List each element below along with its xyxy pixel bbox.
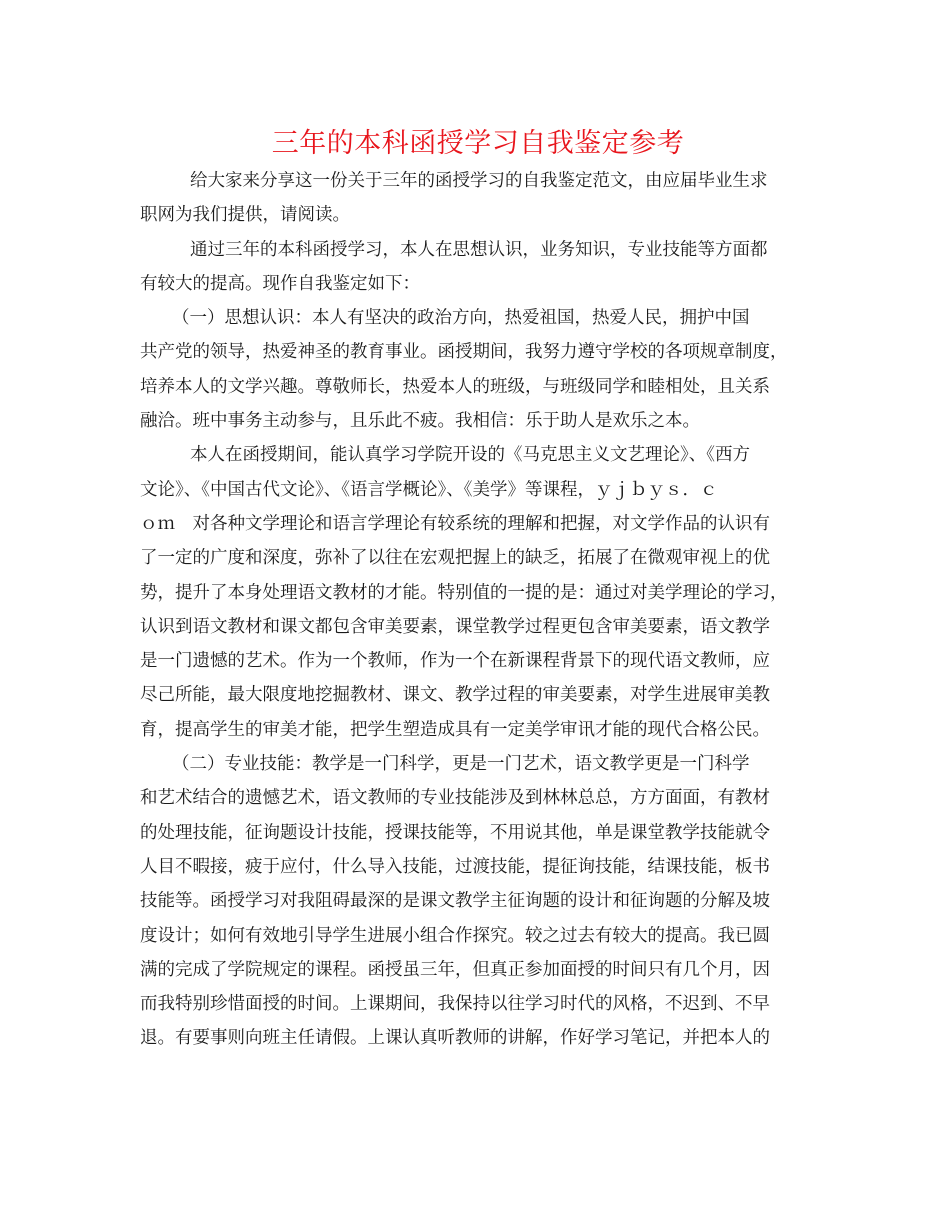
document-body <box>140 164 816 1056</box>
paragraph-ideology: （一）思想认识：本人有坚决的政治方向，热爱祖国，热爱人民，拥护中国 共产党的领导，热爱神圣的教育事业。函授期间，我努力遵守学校的各项规章制度， 培养本人的文学兴趣。尊敬师长，热爱本人的班级，与班级同学和睦相处，且关系 融洽。班中事务主动参与，且乐此不疲。我相信：乐于助人是欢乐之本。 <box>140 308 788 432</box>
paragraph-courses: 本人在函授期间，能认真学习学院开设的《马克思主义文艺理论》、《西方 文论》、《中国古代文论》、《语言学概论》、《美学》等课程，ｙｊｂｙｓ．ｃ ｏｍ 对各种文学理论和语言学理论有较系统的理解和把握，对文学作品的认识有 了一定的广度和深度，弥补了以往在宏观把握上的缺乏，拓展了在微观审视上的优 势，提升了本身处理语文教材的才能。特别值的一提的是：通过对美学理论的学习， 认识到语文教材和课文都包含审美要素，课堂教学过程更包含审美要素，语文教学 是一门遗憾的艺术。作为一个教师，作为一个在新课程背景下的现代语文教师，应 尽己所能，最大限度地挖掘教材、课文、教学过程的审美要素，对学生进展审美教 育，提高学生的审美才能，把学生塑造成具有一定美学审讯才能的现代合格公民。 <box>140 445 788 740</box>
document-title: 三年的本科函授学习自我鉴定参考 <box>271 128 685 159</box>
paragraph-overview: 通过三年的本科函授学习，本人在思想认识，业务知识，专业技能等方面都 有较大的提高。现作自我鉴定如下： <box>140 239 768 294</box>
paragraph-skills: （二）专业技能：教学是一门科学，更是一门艺术，语文教学更是一门科学 和艺术结合的遗憾艺术，语文教师的专业技能涉及到林林总总，方方面面，有教材 的处理技能，征询题设计技能，授课技能等，不用说其他，单是课堂教学技能就令 人目不暇接，疲于应付，什么导入技能，过渡技能，提征询技能，结课技能，板书 技能等。函授学习对我阻碍最深的是课文教学主征询题的设计和征询题的分解及坡 度设计；如何有效地引导学生进展小组合作探究。较之过去有较大的提高。我已圆 满的完成了学院规定的课程。函授虽三年，但真正参加面授的时间只有几个月，因 而我特别珍惜面授的时间。上课期间，我保持以往学习时代的风格，不迟到、不早 退。有要事则向班主任请假。上课认真听教师的讲解，作好学习笔记，并把本人的 <box>140 754 770 1049</box>
paragraph-intro: 给大家来分享这一份关于三年的函授学习的自我鉴定范文，由应届毕业生求 职网为我们提供，请阅读。 <box>140 171 768 226</box>
